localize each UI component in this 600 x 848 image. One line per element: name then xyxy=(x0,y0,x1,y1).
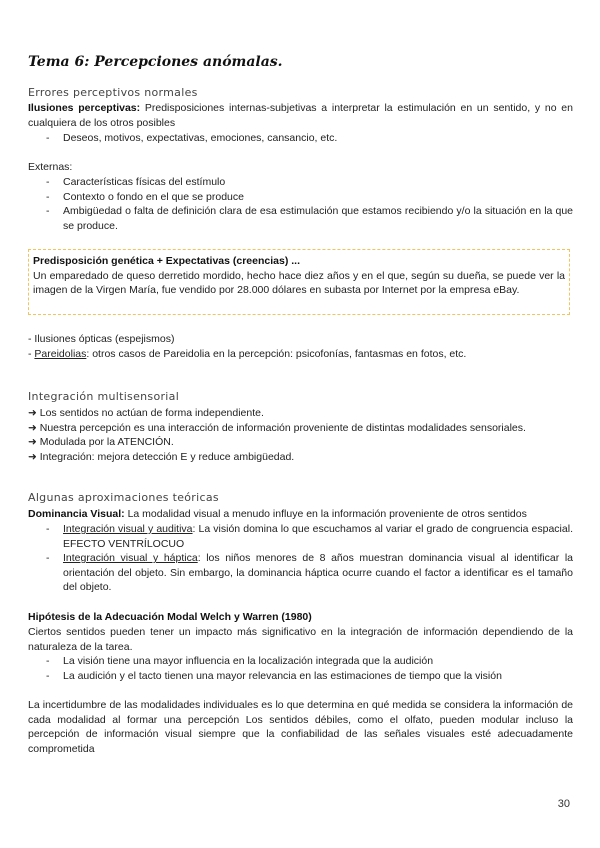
externas-list xyxy=(28,175,573,233)
hipotesis-text: Ciertos sentidos pueden tener un impacto más significativo en la integración de información dependiendo de la naturaleza de la tarea. xyxy=(28,626,573,653)
hipotesis-title: Hipótesis de la Adecuación Modal Welch y Warren (1980) xyxy=(28,611,312,623)
list-item: ➜ Modulada por la ATENCIÓN. xyxy=(28,436,174,449)
pareidolias-label: Pareidolias xyxy=(34,348,87,360)
ilusiones-list xyxy=(28,131,573,146)
example-callout-box xyxy=(28,249,570,315)
box-text: Un emparedado de queso derretido mordido, hecho hace diez años y en el que, según su dueña, se puede ver la imagen de la Virgen María, fue vendido por 28.000 dólares en subasta por Internet por la empresa eBay. xyxy=(33,269,565,297)
final-paragraph: La incertidumbre de las modalidades individuales es lo que determina en qué medida se considera la información de cada modalidad al formar una percepción Los sentidos débiles, como el olfato, pueden modular incluso la percepción de información visual siempre que la confiabilidad de las señales visuales esté adecuadamente comprometida xyxy=(28,699,573,755)
box-title: Predisposición genética + Expectativas (creencias) ... xyxy=(33,255,300,267)
dominancia-list xyxy=(28,522,573,595)
hipotesis-list xyxy=(28,654,573,683)
list-item: - Deseos, motivos, expectativas, emociones, cansancio, etc. xyxy=(46,132,338,144)
list-item: - La audición y el tacto tienen una mayor relevancia en las estimaciones de tiempo que la visión xyxy=(46,669,502,682)
arrow-icon: ➜ xyxy=(28,436,37,449)
list-item: ➜ Integración: mejora detección E y reduce ambigüedad. xyxy=(28,450,295,463)
opticas-line: - Ilusiones ópticas (espejismos) xyxy=(28,333,175,345)
list-item: ➜ Nuestra percepción es una interacción de información proveniente de distintas modalidades sensoriales. xyxy=(28,421,526,434)
integracion-list xyxy=(28,406,573,464)
section-heading-integracion: Integración multisensorial xyxy=(28,390,180,403)
arrow-icon: ➜ xyxy=(28,450,37,463)
page-title: Tema 6: Percepciones anómalas. xyxy=(28,54,283,70)
list-item: - Integración visual y háptica: los niños menores de 8 años muestran dominancia visual al identificar la orientación del objeto. Sin embargo, la dominancia háptica ocurre cuando el factor a identificar es el tamaño del objeto. xyxy=(46,552,573,594)
arrow-icon: ➜ xyxy=(28,407,37,419)
list-item: - Ambigüedad o falta de definición clara de esa estimulación que estamos recibiendo y/o la situación en la que se produce. xyxy=(46,205,573,232)
pareidolias-line: - Pareidolias: otros casos de Pareidolia en la percepción: psicofonías, fantasmas en fotos, etc. xyxy=(28,348,467,360)
arrow-icon: ➜ xyxy=(28,421,37,434)
ilusiones-paragraph xyxy=(28,101,573,130)
list-item: - Integración visual y auditiva: La visión domina lo que escuchamos al variar el grado de congruencia espacial. EFECTO VENTRÍLOCUO xyxy=(46,523,573,550)
section-heading-errores: Errores perceptivos normales xyxy=(28,86,198,99)
dominancia-paragraph: Dominancia Visual: La modalidad visual a menudo influye en la información proveniente de otros sentidos xyxy=(28,508,527,520)
list-item: - Características físicas del estímulo xyxy=(46,176,226,188)
externas-label: Externas: xyxy=(28,161,73,173)
ilusiones-label: Ilusiones perceptivas: xyxy=(28,102,141,114)
dominancia-label: Dominancia Visual: xyxy=(28,508,125,520)
list-item: ➜ Los sentidos no actúan de forma independiente. xyxy=(28,407,264,419)
page-number: 30 xyxy=(557,798,570,810)
section-heading-aproximaciones: Algunas aproximaciones teóricas xyxy=(28,491,219,504)
list-item: - Contexto o fondo en el que se produce xyxy=(46,190,244,203)
list-item: - La visión tiene una mayor influencia en la localización integrada que la audición xyxy=(46,655,434,667)
ilusiones-text: Predisposiciones internas-subjetivas a interpretar la estimulación en un sentido, y no en cualquiera de los otros posibles xyxy=(28,102,573,129)
